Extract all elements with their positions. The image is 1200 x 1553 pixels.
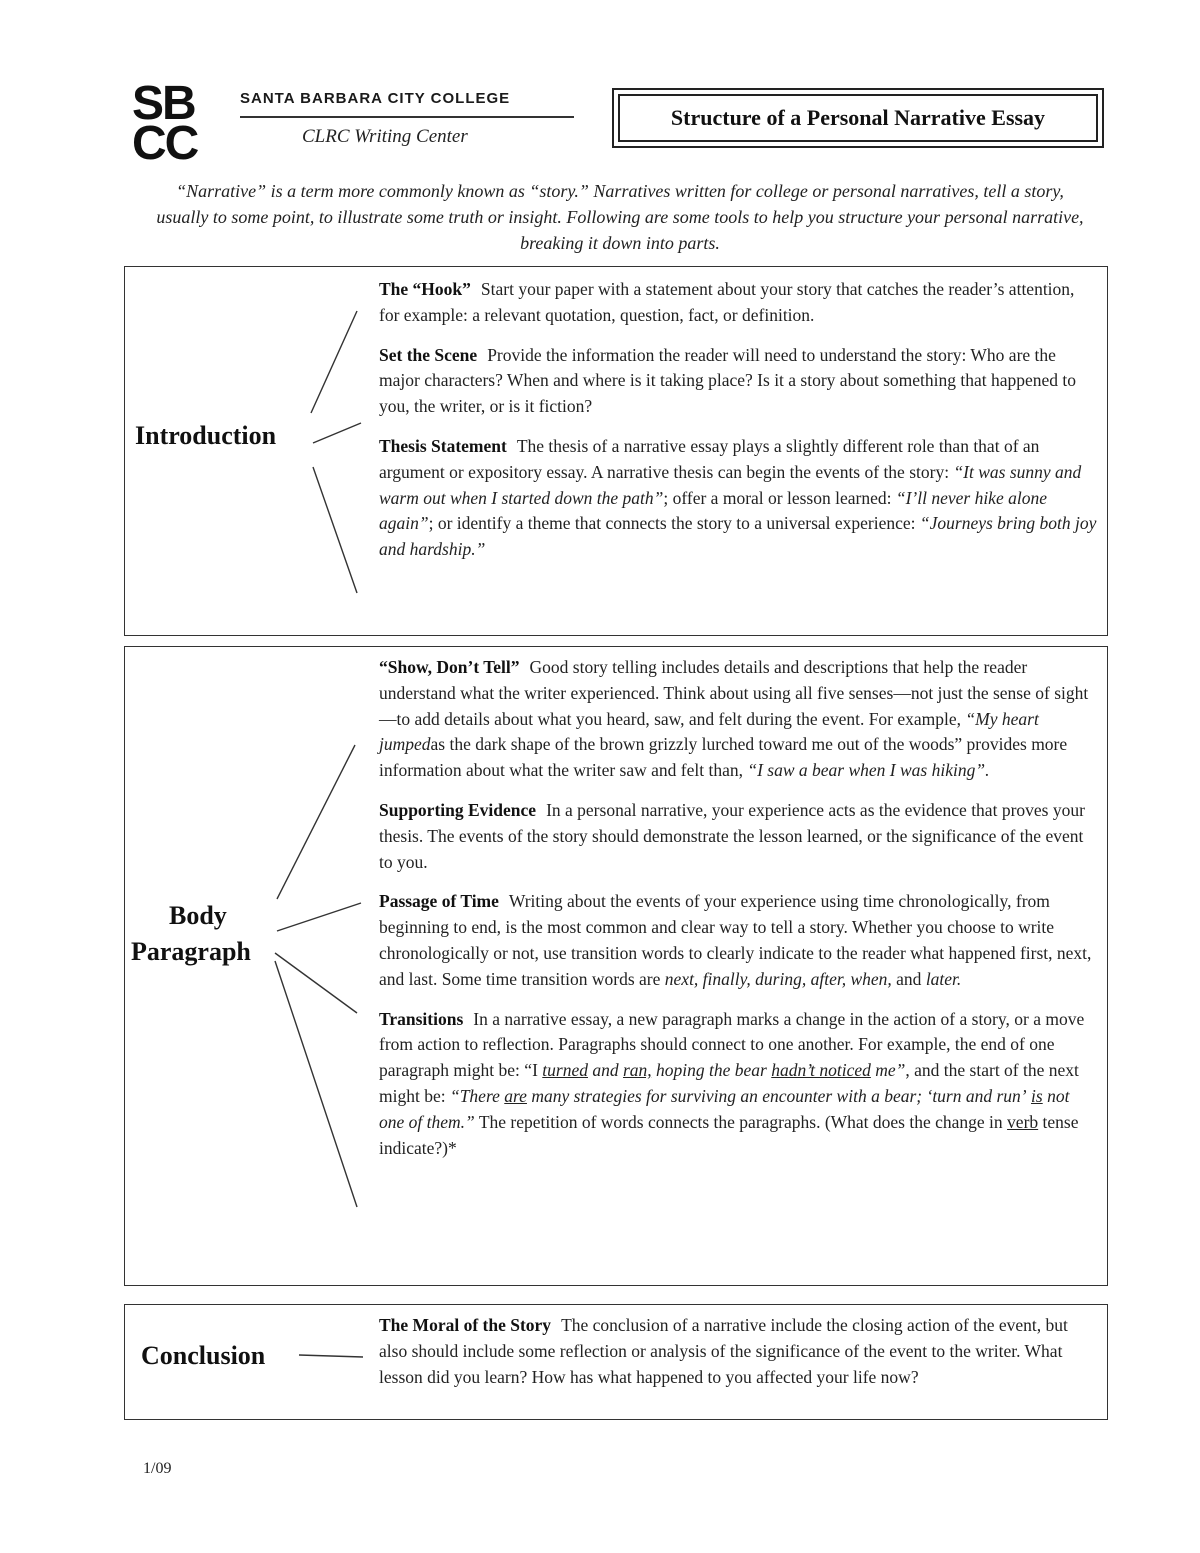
evidence-text: In a personal narrative, your experience acts as the evidence that proves your thesis. The events of the story should demonstrate the lesson learned, or the significance of the event to you. bbox=[379, 799, 1085, 872]
show-example-2: “I saw a bear when I was hiking”. bbox=[747, 760, 990, 781]
show-text: Good story telling includes details and descriptions that help the reader understand what the writer experienced. Think about using all five senses—not just the sense of sight—to add details about what you heard, saw, and felt during the event. For example, bbox=[379, 657, 1089, 729]
footer-date: 1/09 bbox=[143, 1460, 172, 1477]
sbcc-logo bbox=[132, 77, 232, 170]
transitions-u3: hadn’t noticed bbox=[771, 1060, 871, 1081]
transitions-u1: turned bbox=[542, 1060, 588, 1081]
time-words: next, finally, during, after, when, bbox=[664, 968, 892, 989]
show-term: “Show, Don’t Tell” bbox=[379, 657, 520, 677]
thesis-text-2: ; offer a moral or lesson learned: bbox=[663, 487, 892, 508]
moral-text: The conclusion of a narrative include the closing action of the event, but also should include some reflection or analysis of the significance of the event to the writer. What lesson did you learn? How has what happened to you affected your life now? bbox=[379, 1315, 1068, 1387]
transitions-t6: “There bbox=[449, 1085, 500, 1106]
college-name: SANTA BARBARA CITY COLLEGE bbox=[240, 90, 511, 107]
document-header bbox=[132, 77, 1112, 174]
header-divider bbox=[240, 116, 574, 118]
transitions-u4: are bbox=[504, 1085, 527, 1106]
hook-entry bbox=[379, 277, 1097, 329]
logo-bottom: CC bbox=[132, 117, 198, 170]
conclusion-entries bbox=[379, 1313, 1097, 1404]
body-label-line1: Body bbox=[169, 901, 227, 930]
thesis-entry bbox=[379, 434, 1097, 563]
transitions-t3: hoping the bear bbox=[656, 1060, 767, 1081]
moral-term: The Moral of the Story bbox=[379, 1315, 552, 1335]
show-text-2: as the dark shape of the brown grizzly lurched toward me out of the woods” provides more information about what the writer saw and felt than, bbox=[379, 734, 1068, 781]
transitions-t7: many strategies for surviving an encounter with a bear; ‘turn and run’ bbox=[531, 1085, 1027, 1106]
introduction-section bbox=[124, 266, 1108, 636]
transitions-t9: The repetition of words connects the paragraphs. (What does the change in bbox=[478, 1111, 1003, 1132]
time-term: Passage of Time bbox=[379, 891, 499, 912]
transitions-u5: is bbox=[1031, 1085, 1043, 1106]
time-word-later: later. bbox=[925, 968, 962, 989]
scene-text: Provide the information the reader will need to understand the story: Who are the major characters? When and where is it taking place? Is it a story about something that happened to you, the writer, or is it fiction? bbox=[379, 344, 1077, 417]
thesis-text-3: ; or identify a theme that connects the story to a universal experience: bbox=[428, 513, 916, 534]
hook-term: The “Hook” bbox=[379, 279, 471, 299]
introduction-entries bbox=[379, 277, 1097, 577]
body-entries bbox=[379, 655, 1097, 1175]
transitions-entry bbox=[379, 1007, 1097, 1162]
show-dont-tell-entry bbox=[379, 655, 1097, 784]
thesis-term: Thesis Statement bbox=[379, 435, 507, 456]
thesis-example-3: “Journeys bring both joy and hardship.” bbox=[379, 513, 1097, 560]
transitions-term: Transitions bbox=[379, 1008, 464, 1029]
transitions-t4: me” bbox=[875, 1060, 906, 1081]
thesis-example-1: “It was sunny and warm out when I started down the path” bbox=[379, 461, 1082, 508]
thesis-text: The thesis of a narrative essay plays a slightly different role than that of an argument or expository essay. A narrative thesis can begin the events of the story: bbox=[379, 435, 1040, 482]
evidence-entry bbox=[379, 798, 1097, 875]
show-example-1: “My heart jumped bbox=[379, 708, 1039, 755]
time-text: Writing about the events of your experience using time chronologically, from beginning to end, is the most common and clear way to tell a story. Whether you choose to write chronologically or not, use transition words to clearly indicate to the reader what happened first, next, and last. Some time transition words are bbox=[379, 891, 1092, 989]
time-and: and bbox=[896, 968, 922, 989]
scene-term: Set the Scene bbox=[379, 344, 478, 365]
scene-entry bbox=[379, 343, 1097, 420]
transitions-t8: not one of them.” bbox=[379, 1085, 1070, 1132]
intro-paragraph: “Narrative” is a term more commonly known as “story.” Narratives written for college or personal narratives, tell a story, usually to some point, to illustrate some truth or insight. Following are some tools to help you structure your personal narrative, breaking it down into parts. bbox=[156, 181, 1084, 253]
center-name: CLRC Writing Center bbox=[302, 126, 468, 147]
passage-of-time-entry bbox=[379, 889, 1097, 992]
title-box bbox=[612, 88, 1104, 148]
body-paragraph-section bbox=[124, 646, 1108, 1286]
logo-top: SB bbox=[132, 77, 195, 130]
transitions-text: In a narrative essay, a new paragraph marks a change in the action of a story, or a move from action to reflection. Paragraphs should connect to one another. For example, the end of one paragraph might be: “I bbox=[379, 1008, 1085, 1081]
transitions-u6: verb bbox=[1007, 1111, 1039, 1132]
hook-text: Start your paper with a statement about your story that catches the reader’s attention, for example: a relevant quotation, question, fact, or definition. bbox=[379, 279, 1075, 325]
transitions-u2: ran, bbox=[622, 1060, 652, 1081]
evidence-term: Supporting Evidence bbox=[379, 799, 537, 820]
transitions-t5: , and the start of the next might be: bbox=[379, 1060, 1079, 1106]
transitions-t10: tense indicate?)* bbox=[379, 1111, 1079, 1158]
body-label-line2: Paragraph bbox=[131, 937, 251, 966]
document-title: Structure of a Personal Narrative Essay bbox=[618, 94, 1098, 142]
introduction-label: Introduction bbox=[135, 421, 277, 450]
moral-entry bbox=[379, 1313, 1097, 1390]
thesis-example-2: “I’ll never hike alone again” bbox=[379, 487, 1047, 534]
transitions-t2: and bbox=[592, 1060, 619, 1081]
conclusion-section bbox=[124, 1304, 1108, 1420]
conclusion-label: Conclusion bbox=[141, 1341, 266, 1370]
